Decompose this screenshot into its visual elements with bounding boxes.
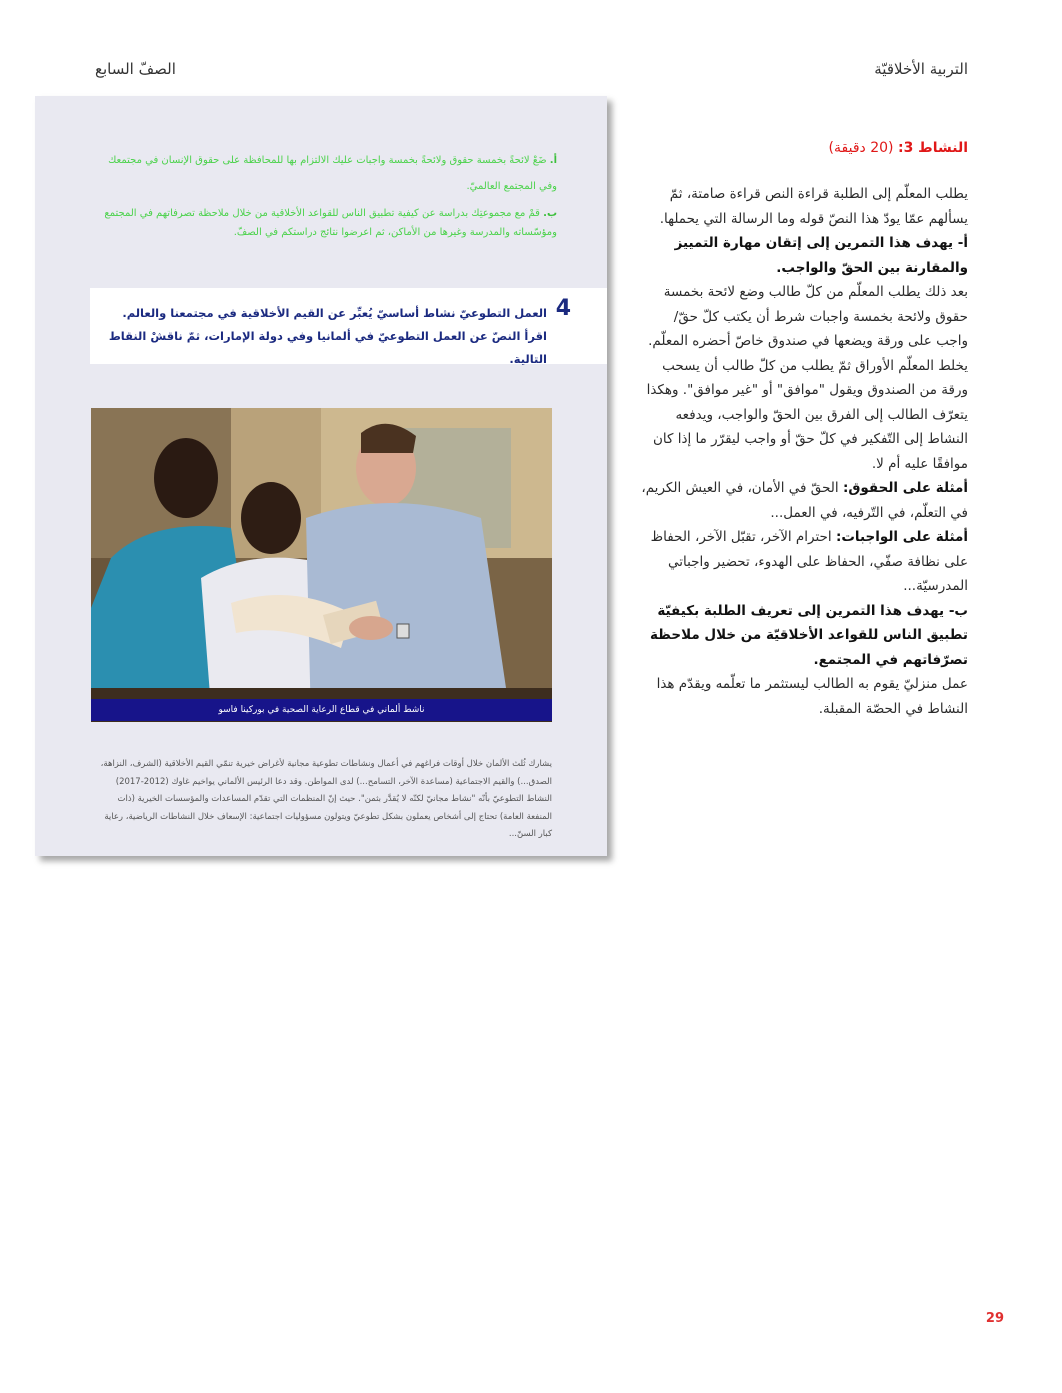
- duties-examples: [638, 525, 968, 599]
- rights-examples: [638, 476, 968, 525]
- goal-a-body: بعد ذلك يطلب المعلّم من كلّ طالب وضع لائحة بخمسة حقوق ولائحة بخمسة واجبات شرط أن يكتب كلّ حقّ/ واجب على ورقة ويضعها في صندوق خاصّ أحضره المعلّم. يخلط المعلّم الأوراق ثمّ يطلب من كلّ طالب أن يسحب ورقة من الصندوق ويقول "موافق" أو "غير موافق". وهكذا يتعرّف الطالب إلى الفرق بين الحقّ والواجب، ويدفعه النشاط إلى التّفكير في كلّ حقّ أو واجب ليقرّر ما إذا كان موافقًا عليه أم لا.: [646, 284, 968, 472]
- homework: عمل منزليّ يقوم به الطالب ليستثمر ما تعلّمه ويقدّم هذا النشاط في الحصّة المقبلة.: [656, 676, 968, 717]
- task-b: [87, 204, 557, 242]
- grade-header: الصفّ السابع: [95, 60, 176, 78]
- goal-b: ب- يهدف هذا التمرين إلى تعريف الطلبة بكيفيّة تطبيق الناس للقواعد الأخلاقيّة من خلال ملاحظة تصرّفاتهم في المجتمع.: [650, 602, 968, 668]
- task-b-text: قمْ مع مجموعتِك بدراسة عن كيفية تطبيق الناس للقواعد الأخلاقية من خلال ملاحظة تصرفاتهم في المجتمع ومؤسّساته والمدرسة وغيرها من الأماكن، ثم اعرضوا نتائج دراستكم في الصفّ.: [104, 208, 557, 238]
- task-a-marker: أ.: [549, 155, 557, 166]
- volunteer-photo: [91, 408, 552, 722]
- volunteering-paragraph: يشارك ثُلث الألمان خلال أوقات فراغهم في أعمال ونشاطات تطوعية مجانية لأغراض خيرية تنمّي القيم الأخلاقية (الشرف، النزاهة، الصدق...) والقيم الاجتماعية (مساعدة الآخر، التسامح...) لدى المواطن. وقد دعا الرئيس الألماني يواخيم غاوك (2012-2017) النشاط التطوعيّ بأنّه "نشاط مجانيّ لكنّه لا يُقدَّر بثمن". حيث إنّ المنظمات التي تقدّم المساعدات والمؤسسات الخيرية (ذات المنفعة العامة) تحتاج إلى أشخاص يعملون بشكل تطوعيّ ويتولون مسؤوليات اجتماعية: الإسعاف خلال النشاطات الرياضية، رعاية كبار السنّ...: [100, 759, 552, 839]
- task-a-line2: وفي المجتمع العالميّ.: [466, 181, 557, 192]
- activity-title-label: النشاط 3:: [897, 140, 968, 156]
- task-a-text: ضَعْ لائحةً بخمسة حقوق ولائحةً بخمسة واجبات عليك الالتزام بها للمحافظة على حقوق الإنسان في مجتمعك: [108, 155, 547, 166]
- page-number: 29: [985, 1311, 1004, 1326]
- question-4-text: العمل التطوعيّ نشاط أساسيّ يُعبِّر عن القيم الأخلاقية في مجتمعنا والعالم. اقرأ النصّ عن العمل التطوعيّ في ألمانيا وفي دولة الإمارات، ثمّ ناقشْ النقاط التالية.: [108, 306, 547, 366]
- question-4-box: [90, 288, 607, 364]
- textbook-excerpt-panel: [35, 96, 607, 856]
- duties-text: احترام الآخر، تقبّل الآخر، الحفاظ على نظافة صفّي، الحفاظ على الهدوء، تحضير واجباتي المدرسيّة...: [650, 529, 968, 594]
- rights-label: أمثلة على الحقوق:: [842, 480, 968, 496]
- activity-duration: (20 دقيقة): [828, 140, 898, 156]
- task-a-line1: [87, 150, 557, 172]
- volunteer-photo-illustration: [91, 408, 552, 722]
- activity-intro: يطلب المعلّم إلى الطلبة قراءة النص قراءة صامتة، ثمّ يسألهم عمّا يودّ هذا النصّ قوله وما الرسالة التي يحملها.: [659, 186, 968, 227]
- task-b-marker: ب.: [543, 208, 557, 219]
- subject-header: التربية الأخلاقيّة: [874, 60, 968, 78]
- duties-label: أمثلة على الواجبات:: [835, 529, 968, 545]
- photo-caption: ناشط ألماني في قطاع الرعاية الصحية في بوركينا فاسو: [91, 699, 552, 721]
- goal-a: أ- يهدف هذا التمرين إلى إتقان مهارة التمييز والمقارنة بين الحقّ والواجب.: [674, 235, 968, 276]
- question-number: 4: [555, 296, 571, 321]
- rights-text: الحقّ في الأمان، في العيش الكريم، في التعلّم، في التّرفيه، في العمل...: [641, 480, 968, 521]
- activity-body: [638, 182, 968, 721]
- activity-title: [829, 140, 968, 156]
